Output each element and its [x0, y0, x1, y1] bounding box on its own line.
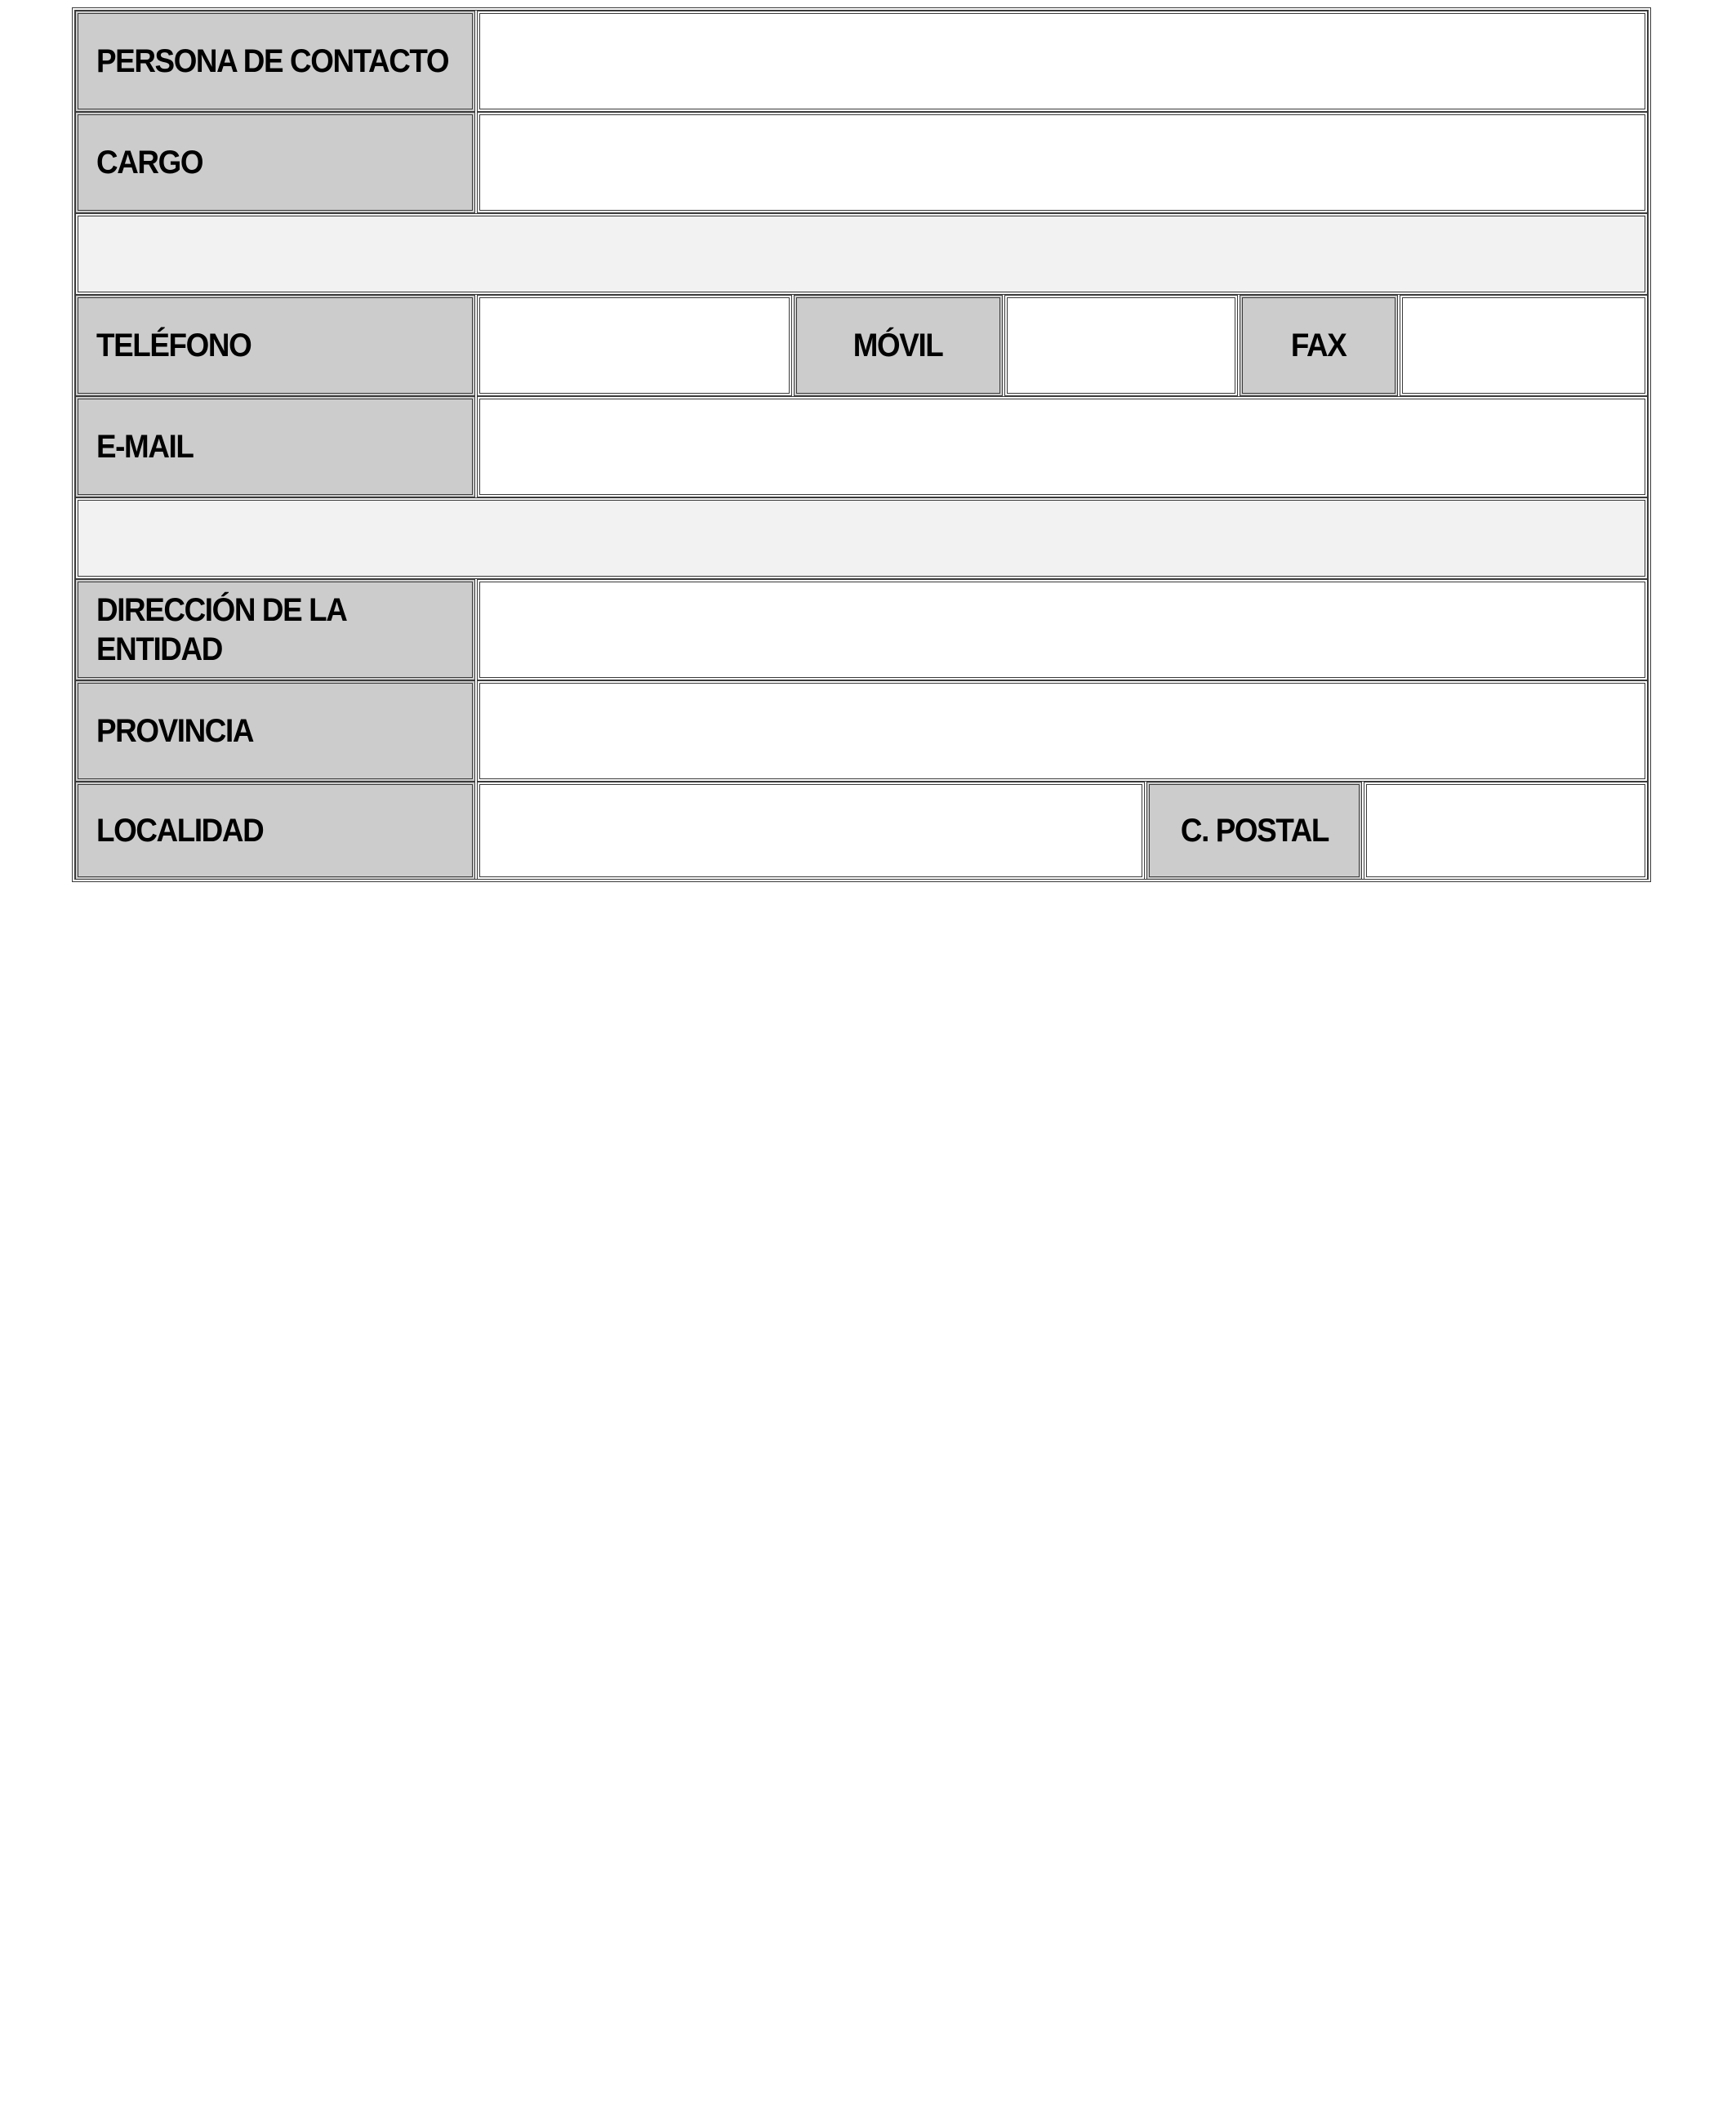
- address-label-line2: ENTIDAD: [96, 631, 222, 667]
- fax-field[interactable]: [1400, 295, 1648, 396]
- phone-label: TELÉFONO: [96, 328, 251, 363]
- postal-code-label-cell: [1146, 782, 1362, 880]
- postal-code-label: C. POSTAL: [1180, 813, 1329, 849]
- province-label-cell: [75, 680, 475, 782]
- contact-form-table: [72, 7, 1651, 882]
- address-field[interactable]: [477, 579, 1648, 680]
- postal-code-field[interactable]: [1364, 782, 1648, 880]
- locality-field[interactable]: [477, 782, 1145, 880]
- email-field[interactable]: [477, 396, 1648, 497]
- section-spacer: [75, 497, 1648, 579]
- address-label: [96, 591, 346, 669]
- locality-label-cell: [75, 782, 475, 880]
- province-label: PROVINCIA: [96, 713, 254, 749]
- mobile-label-cell: [794, 295, 1003, 396]
- contact-person-label-cell: [75, 11, 475, 112]
- position-label-cell: [75, 112, 475, 213]
- fax-label-cell: [1240, 295, 1398, 396]
- position-label: CARGO: [96, 145, 203, 181]
- phone-field[interactable]: [477, 295, 792, 396]
- section-spacer: [75, 213, 1648, 295]
- mobile-label: MÓVIL: [853, 328, 943, 363]
- email-label: E-MAIL: [96, 429, 194, 465]
- phone-label-cell: [75, 295, 475, 396]
- address-label-line1: DIRECCIÓN DE LA: [96, 592, 347, 628]
- contact-person-label: PERSONA DE CONTACTO: [96, 43, 449, 79]
- contact-person-field[interactable]: [477, 11, 1648, 112]
- address-label-cell: [75, 579, 475, 680]
- mobile-field[interactable]: [1004, 295, 1238, 396]
- province-field[interactable]: [477, 680, 1648, 782]
- locality-label: LOCALIDAD: [96, 813, 264, 849]
- fax-label: FAX: [1291, 328, 1347, 363]
- email-label-cell: [75, 396, 475, 497]
- position-field[interactable]: [477, 112, 1648, 213]
